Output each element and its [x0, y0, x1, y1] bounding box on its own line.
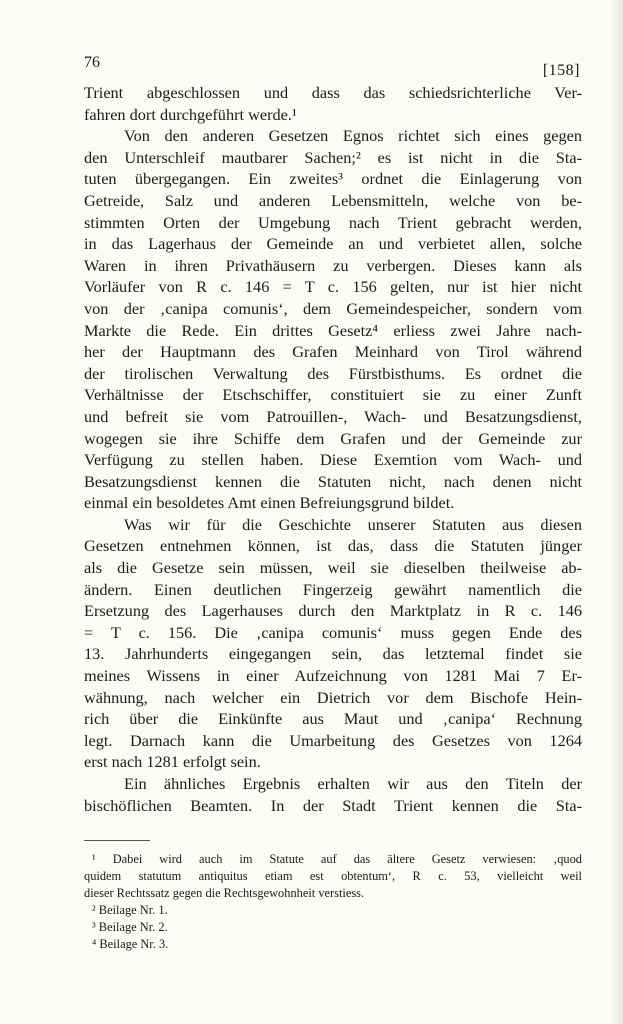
footnote — [84, 902, 582, 919]
running-header — [84, 40, 582, 82]
text-line: erst nach 1281 erfolgt sein. — [84, 752, 261, 772]
text-line: Ein ähnliches Ergebnis erhalten wir aus den Titeln der — [124, 774, 582, 793]
text-line: Von den anderen Gesetzen Egnos richtet sich eines gegen — [124, 126, 582, 146]
footnote-line: ³ Beilage Nr. 2. — [92, 920, 168, 935]
text-line: bischöflichen Beamten. In der Stadt Trient kennen die Sta- — [84, 795, 582, 815]
original-page-reference: [158] — [542, 62, 580, 79]
footnote-line: ⁴ Beilage Nr. 3. — [92, 937, 169, 952]
footnote — [84, 936, 582, 953]
text-line: in das Lagerhaus der Gemeinde an und verbietet allen, solche — [84, 234, 582, 254]
footnotes — [84, 851, 582, 953]
footnote-line: ² Beilage Nr. 1. — [92, 903, 168, 918]
text-line: Markte die Rede. Ein drittes Gesetz⁴ erliess zwei Jahre nach- — [84, 320, 582, 340]
text-line: von der ‚canipa comunis‘, dem Gemeindespeicher, sondern vom — [84, 298, 582, 318]
text-line: Trient abgeschlossen und dass das schiedsrichterliche Ver- — [84, 83, 582, 102]
text-line: und befreit sie vom Patrouillen-, Wach- und Besatzungsdienst, — [84, 406, 582, 426]
text-line: Waren in ihren Privathäusern zu verbergen. Dieses kann als — [84, 255, 582, 275]
text-line: wogegen sie ihre Schiffe dem Grafen und der Gemeinde zur — [84, 428, 582, 448]
text-line: wähnung, nach welcher ein Dietrich vor dem Bischofe Hein- — [84, 687, 582, 707]
text-line: = T c. 156. Die ‚canipa comunis‘ muss gegen Ende des — [84, 622, 582, 642]
text-line: den Unterschleif mautbarer Sachen;² es ist nicht in die Sta- — [84, 147, 582, 167]
text-line: Gesetzen entnehmen können, ist das, dass die Statuten jünger — [84, 536, 582, 556]
text-line: tuten übergegangen. Ein zweites³ ordnet die Einlagerung von — [84, 169, 582, 189]
text-line: meines Wissens in einer Aufzeichnung von 1281 Mai 7 Er- — [84, 666, 582, 686]
paragraph — [84, 82, 582, 125]
text-line: rich über die Einkünfte aus Maut und ‚canipa‘ Rechnung — [84, 709, 582, 729]
text-line: ändern. Einen deutlichen Fingerzeig gewährt namentlich die — [84, 579, 582, 599]
footnote-line: dieser Rechtssatz gegen die Rechtsgewohnheit verstiess. — [84, 886, 365, 901]
book-page — [84, 40, 582, 953]
text-line: Ersetzung des Lagerhauses durch den Marktplatz in R c. 146 — [84, 601, 582, 621]
text-line: legt. Darnach kann die Umarbeitung des Gesetzes von 1264 — [84, 730, 582, 750]
main-text — [84, 82, 582, 816]
footnote-line: quidem statutum antiquitus etiam est obtentum‘, R c. 53, vielleicht weil — [84, 869, 582, 884]
text-line: 13. Jahrhunderts eingegangen sein, das letztemal findet sie — [84, 644, 582, 664]
footnote — [84, 919, 582, 936]
footnote-separator — [84, 840, 150, 841]
footnote-line: ¹ Dabei wird auch im Statute auf das ältere Gesetz verwiesen: ‚quod — [92, 852, 582, 867]
page-number: 76 — [84, 54, 100, 71]
footnote — [84, 851, 582, 902]
paragraph — [84, 773, 582, 816]
text-line: her der Hauptmann des Grafen Meinhard von Tirol während — [84, 342, 582, 362]
text-line: Was wir für die Geschichte unserer Statuten aus diesen — [124, 514, 582, 534]
text-line: als die Gesetze sein müssen, weil sie dieselben theilweise ab- — [84, 558, 582, 578]
text-line: Besatzungsdienst kennen die Statuten nicht, nach denen nicht — [84, 471, 582, 491]
text-line: fahren dort durchgeführt werde.¹ — [84, 104, 297, 124]
page-edge-shadow — [609, 0, 623, 1024]
text-line: Verfügung zu stellen haben. Diese Exemtion vom Wach- und — [84, 450, 582, 470]
paragraph — [84, 125, 582, 514]
paragraph — [84, 514, 582, 773]
text-line: stimmten Orten der Umgebung nach Trient gebracht werden, — [84, 212, 582, 232]
text-line: einmal ein besoldetes Amt einen Befreiungsgrund bildet. — [84, 493, 455, 513]
text-line: Verhältnisse der Etschschiffer, constituiert sie zu einer Zunft — [84, 385, 582, 405]
text-line: Vorläufer von R c. 146 = T c. 156 gelten, nur ist hier nicht — [84, 277, 582, 297]
text-line: Getreide, Salz und anderen Lebensmitteln, welche von be- — [84, 190, 582, 210]
text-line: der tirolischen Verwaltung des Fürstbisthums. Es ordnet die — [84, 363, 582, 383]
